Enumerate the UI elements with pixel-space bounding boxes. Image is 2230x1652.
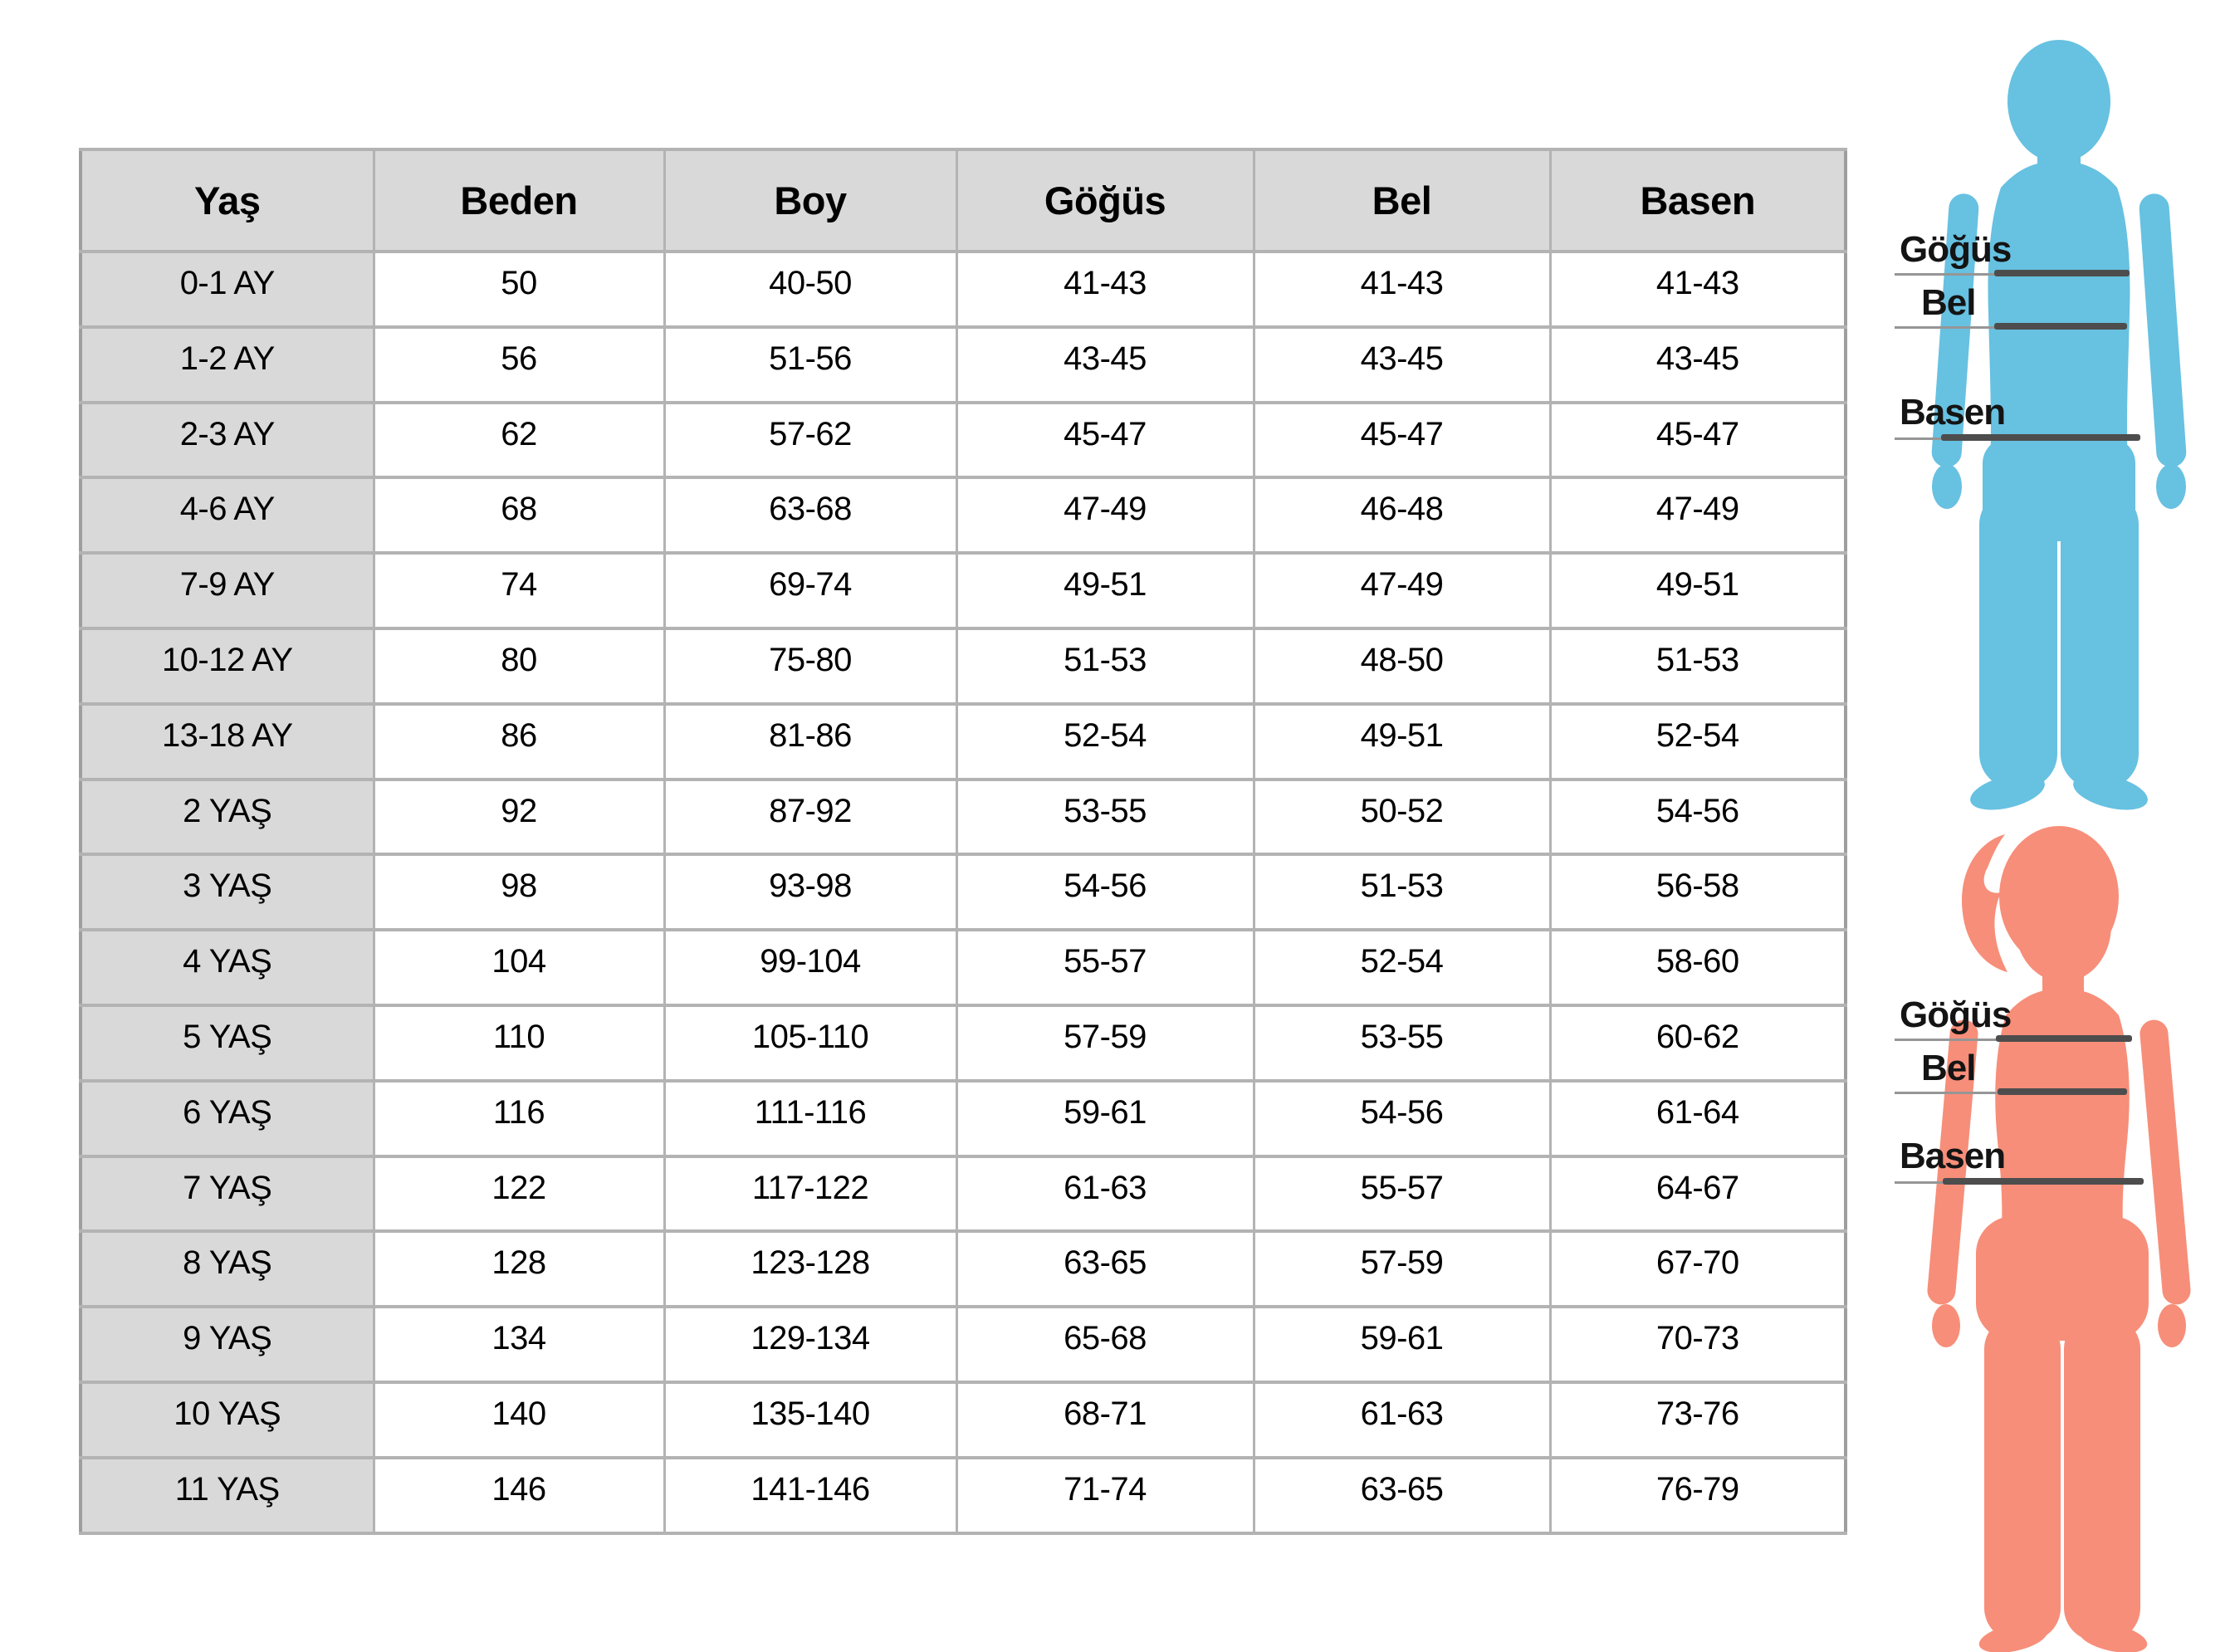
hip-cell: 70-73	[1550, 1307, 1846, 1382]
waist-cell: 45-47	[1254, 403, 1550, 478]
header-row	[81, 149, 1846, 252]
size-cell: 68	[374, 477, 664, 553]
boy-hip-measure-line	[1941, 434, 2140, 441]
height-cell: 87-92	[664, 780, 956, 855]
height-cell: 123-128	[664, 1231, 956, 1307]
size-cell: 86	[374, 704, 664, 780]
age-cell: 4 YAŞ	[81, 930, 374, 1005]
age-cell: 8 YAŞ	[81, 1231, 374, 1307]
hip-cell: 56-58	[1550, 854, 1846, 930]
col-header-waist: Bel	[1254, 149, 1550, 252]
chest-cell: 51-53	[956, 628, 1254, 704]
height-cell: 63-68	[664, 477, 956, 553]
boy-hip-label: Basen	[1900, 392, 2006, 433]
waist-cell: 54-56	[1254, 1081, 1550, 1156]
waist-cell: 59-61	[1254, 1307, 1550, 1382]
hip-cell: 54-56	[1550, 780, 1846, 855]
age-cell: 10 YAŞ	[81, 1382, 374, 1458]
chest-cell: 43-45	[956, 327, 1254, 403]
table-row	[81, 403, 1846, 478]
age-cell: 2-3 AY	[81, 403, 374, 478]
table-row	[81, 1458, 1846, 1533]
height-cell: 81-86	[664, 704, 956, 780]
hip-cell: 67-70	[1550, 1231, 1846, 1307]
waist-cell: 41-43	[1254, 252, 1550, 327]
size-cell: 104	[374, 930, 664, 1005]
boy-hip-leader-line	[1895, 437, 1943, 440]
height-cell: 129-134	[664, 1307, 956, 1382]
size-cell: 146	[374, 1458, 664, 1533]
table-row	[81, 477, 1846, 553]
boy-chest-measure-line	[1994, 270, 2130, 276]
table-row	[81, 780, 1846, 855]
size-cell: 98	[374, 854, 664, 930]
girl-chest-measure-line	[1996, 1035, 2132, 1042]
table-row	[81, 854, 1846, 930]
size-cell: 74	[374, 553, 664, 628]
height-cell: 93-98	[664, 854, 956, 930]
age-cell: 0-1 AY	[81, 252, 374, 327]
chest-cell: 41-43	[956, 252, 1254, 327]
chest-cell: 59-61	[956, 1081, 1254, 1156]
chest-cell: 68-71	[956, 1382, 1254, 1458]
height-cell: 40-50	[664, 252, 956, 327]
waist-cell: 53-55	[1254, 1005, 1550, 1081]
height-cell: 135-140	[664, 1382, 956, 1458]
size-cell: 140	[374, 1382, 664, 1458]
size-cell: 134	[374, 1307, 664, 1382]
girl-waist-measure-line	[1998, 1088, 2127, 1095]
table-row	[81, 628, 1846, 704]
size-cell: 92	[374, 780, 664, 855]
table-row	[81, 1231, 1846, 1307]
hip-cell: 76-79	[1550, 1458, 1846, 1533]
size-cell: 128	[374, 1231, 664, 1307]
age-cell: 6 YAŞ	[81, 1081, 374, 1156]
chest-cell: 45-47	[956, 403, 1254, 478]
chest-cell: 61-63	[956, 1156, 1254, 1232]
chest-cell: 55-57	[956, 930, 1254, 1005]
chest-cell: 53-55	[956, 780, 1254, 855]
table-row	[81, 1005, 1846, 1081]
table-row	[81, 930, 1846, 1005]
age-cell: 7-9 AY	[81, 553, 374, 628]
age-cell: 3 YAŞ	[81, 854, 374, 930]
boy-waist-label: Bel	[1921, 282, 1976, 323]
chest-cell: 65-68	[956, 1307, 1254, 1382]
age-cell: 11 YAŞ	[81, 1458, 374, 1533]
table-row	[81, 327, 1846, 403]
chest-cell: 63-65	[956, 1231, 1254, 1307]
height-cell: 57-62	[664, 403, 956, 478]
girl-silhouette	[1926, 818, 2192, 1652]
size-cell: 80	[374, 628, 664, 704]
chest-cell: 54-56	[956, 854, 1254, 930]
hip-cell: 73-76	[1550, 1382, 1846, 1458]
waist-cell: 47-49	[1254, 553, 1550, 628]
waist-cell: 46-48	[1254, 477, 1550, 553]
hip-cell: 43-45	[1550, 327, 1846, 403]
hip-cell: 52-54	[1550, 704, 1846, 780]
hip-cell: 58-60	[1550, 930, 1846, 1005]
size-cell: 56	[374, 327, 664, 403]
boy-waist-measure-line	[1994, 323, 2127, 330]
waist-cell: 57-59	[1254, 1231, 1550, 1307]
table-row	[81, 1382, 1846, 1458]
table-row	[81, 252, 1846, 327]
table-row	[81, 1081, 1846, 1156]
table-row	[81, 1156, 1846, 1232]
waist-cell: 55-57	[1254, 1156, 1550, 1232]
col-header-age: Yaş	[81, 149, 374, 252]
waist-cell: 50-52	[1254, 780, 1550, 855]
hip-cell: 61-64	[1550, 1081, 1846, 1156]
size-table	[79, 148, 1847, 1535]
girl-waist-leader-line	[1895, 1092, 1999, 1094]
chest-cell: 47-49	[956, 477, 1254, 553]
age-cell: 2 YAŞ	[81, 780, 374, 855]
waist-cell: 52-54	[1254, 930, 1550, 1005]
waist-cell: 48-50	[1254, 628, 1550, 704]
girl-waist-label: Bel	[1921, 1048, 1976, 1088]
hip-cell: 47-49	[1550, 477, 1846, 553]
age-cell: 1-2 AY	[81, 327, 374, 403]
chest-cell: 49-51	[956, 553, 1254, 628]
height-cell: 105-110	[664, 1005, 956, 1081]
hip-cell: 64-67	[1550, 1156, 1846, 1232]
height-cell: 51-56	[664, 327, 956, 403]
waist-cell: 49-51	[1254, 704, 1550, 780]
size-cell: 110	[374, 1005, 664, 1081]
table-row	[81, 704, 1846, 780]
height-cell: 141-146	[664, 1458, 956, 1533]
waist-cell: 61-63	[1254, 1382, 1550, 1458]
hip-cell: 60-62	[1550, 1005, 1846, 1081]
girl-chest-leader-line	[1895, 1039, 1998, 1041]
age-cell: 13-18 AY	[81, 704, 374, 780]
chest-cell: 71-74	[956, 1458, 1254, 1533]
boy-chest-leader-line	[1895, 273, 1996, 276]
girl-hip-measure-line	[1943, 1178, 2144, 1185]
girl-chest-label: Göğüs	[1900, 995, 2012, 1035]
col-header-size: Beden	[374, 149, 664, 252]
hip-cell: 41-43	[1550, 252, 1846, 327]
waist-cell: 63-65	[1254, 1458, 1550, 1533]
chest-cell: 52-54	[956, 704, 1254, 780]
height-cell: 99-104	[664, 930, 956, 1005]
boy-chest-label: Göğüs	[1900, 229, 2012, 270]
col-header-hip: Basen	[1550, 149, 1846, 252]
age-cell: 5 YAŞ	[81, 1005, 374, 1081]
age-cell: 10-12 AY	[81, 628, 374, 704]
size-cell: 122	[374, 1156, 664, 1232]
table-row	[81, 1307, 1846, 1382]
chest-cell: 57-59	[956, 1005, 1254, 1081]
size-cell: 116	[374, 1081, 664, 1156]
height-cell: 111-116	[664, 1081, 956, 1156]
girl-hip-leader-line	[1895, 1181, 1944, 1184]
size-cell: 50	[374, 252, 664, 327]
col-header-chest: Göğüs	[956, 149, 1254, 252]
boy-waist-leader-line	[1895, 326, 1996, 329]
table-row	[81, 553, 1846, 628]
col-header-height: Boy	[664, 149, 956, 252]
hip-cell: 49-51	[1550, 553, 1846, 628]
waist-cell: 51-53	[1254, 854, 1550, 930]
height-cell: 117-122	[664, 1156, 956, 1232]
girl-hip-label: Basen	[1900, 1136, 2006, 1176]
waist-cell: 43-45	[1254, 327, 1550, 403]
hip-cell: 45-47	[1550, 403, 1846, 478]
height-cell: 75-80	[664, 628, 956, 704]
age-cell: 7 YAŞ	[81, 1156, 374, 1232]
age-cell: 9 YAŞ	[81, 1307, 374, 1382]
age-cell: 4-6 AY	[81, 477, 374, 553]
size-cell: 62	[374, 403, 664, 478]
height-cell: 69-74	[664, 553, 956, 628]
hip-cell: 51-53	[1550, 628, 1846, 704]
